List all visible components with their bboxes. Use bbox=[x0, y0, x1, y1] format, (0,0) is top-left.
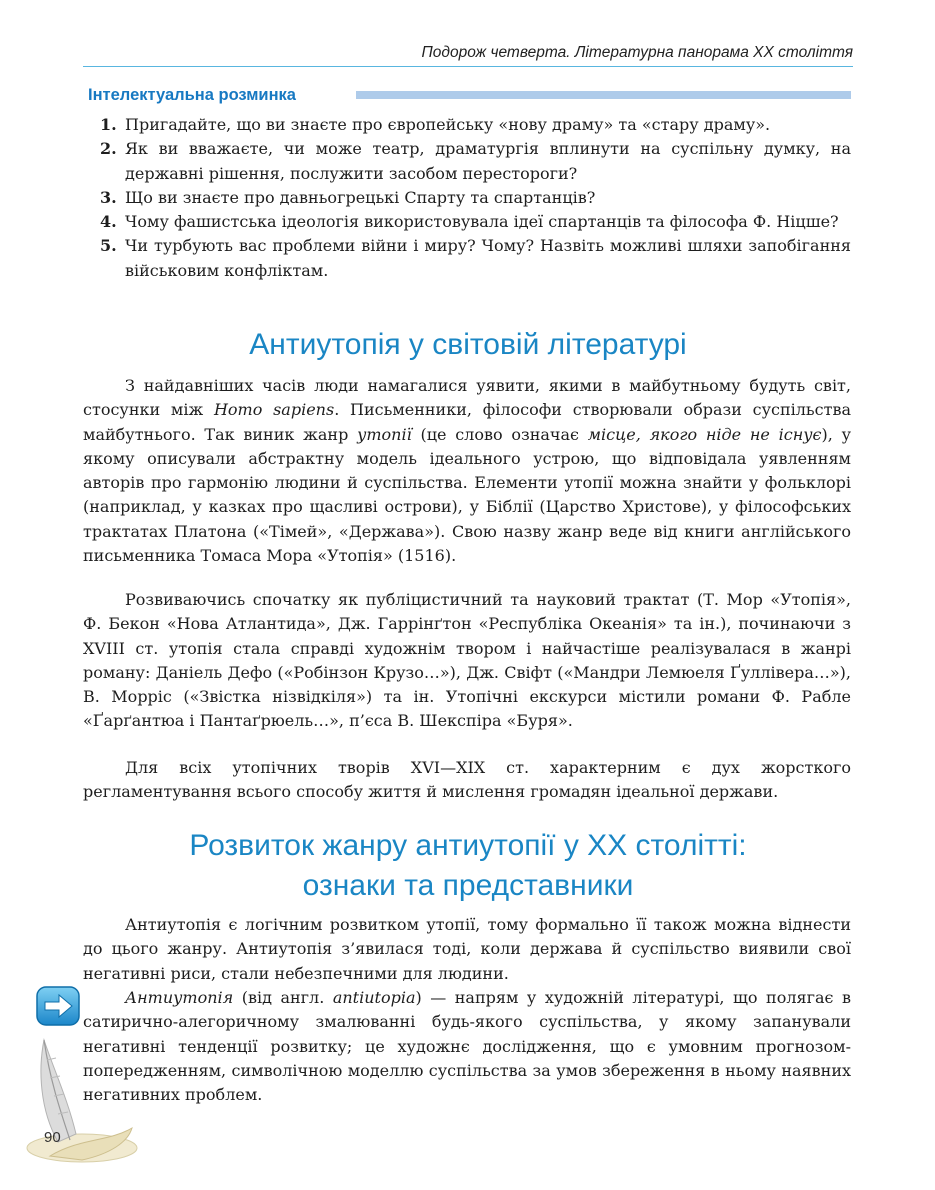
arrow-right-icon bbox=[36, 986, 80, 1026]
question-number: 1. bbox=[100, 115, 117, 134]
section-title-line-1: Розвиток жанру антиутопії у ХХ столітті: bbox=[189, 829, 747, 862]
question-number: 5. bbox=[100, 236, 117, 256]
question-number: 4. bbox=[100, 212, 117, 232]
page-header-title: Подорож четверта. Літературна панорама ХХ століття bbox=[421, 44, 853, 61]
question-item bbox=[100, 210, 851, 234]
section1-paragraph-2: Розвиваючись спочатку як публіцистичний та науковий трактат (Т. Мор «Утопія», Ф. Бекон «Нова Атлантида», Дж. Гаррінґтон «Республіка Океанія» та ін.), починаючи з XVIII ст. утопія стала справді художнім твором і найчастіше реалізувалася в жанрі роману: Даніель Дефо («Робінзон Крузо…»), Дж. Свіфт («Мандри Лемюеля Ґуллівера…»), В. Морріс («Звістка нізвідкіля») та ін. Утопічні екскурси містили романи Ф. Рабле «Ґарґантюа і Пантаґрюель…», п’єса В. Шекспіра «Буря». bbox=[83, 590, 851, 731]
question-item bbox=[100, 113, 851, 137]
section-title-antiutopia: Антиутопія у світовій літературі bbox=[249, 328, 687, 361]
header-rule bbox=[83, 66, 853, 67]
question-number: 3. bbox=[100, 187, 117, 207]
definition-term: Антиутопія bbox=[125, 988, 234, 1007]
question-text: Пригадайте, що ви знаєте про європейську «нову драму» та «стару драму». bbox=[125, 115, 771, 134]
question-text: Чому фашистська ідеологія використовувала ідеї спартанців та філософа Ф. Ніцше? bbox=[125, 212, 839, 232]
section1-paragraph-3: Для всіх утопічних творів XVI—XIX ст. характерним є дух жорсткого регламентування всього способу життя й мислення громадян ідеальної держави. bbox=[83, 758, 851, 802]
quill-feather-icon bbox=[20, 1030, 140, 1170]
section2-paragraph-1: Антиутопія є логічним розвитком утопії, тому формально її також можна віднести до цього жанру. Антиутопія з’явилася тоді, коли держава й суспільство виявили свої негативні риси, стали небезпечними для людини. bbox=[83, 915, 851, 983]
page-number: 90 bbox=[44, 1129, 61, 1146]
section-title-development bbox=[83, 826, 853, 906]
question-text: Як ви вважаєте, чи може театр, драматургія вплинути на суспільну думку, на державні рішення, послужити засобом перестороги? bbox=[125, 139, 851, 183]
definition-paragraph: Антиутопія (від англ. antiutopia) — напрям у художній літературі, що полягає в сатирично-алегоричному змалюванні будь-якого суспільства, у якому запанували негативні тенденції розвитку; це художнє дослідження, що є умовним прогнозом-попередженням, символічною моделлю суспільства за умов збереження в ньому наявних негативних проблем. bbox=[83, 988, 852, 1105]
warmup-heading: Інтелектуальна розминка bbox=[88, 86, 296, 104]
question-item bbox=[100, 137, 851, 186]
section-title-line-2: ознаки та представники bbox=[302, 869, 634, 902]
warmup-heading-bar bbox=[356, 91, 851, 99]
section1-paragraph-1: З найдавніших часів люди намагалися уявити, якими в майбутньому будуть світ, стосунки між Homo sapiens. Письменники, філософи створювали образи суспільства майбутнього. Так виник жанр утопії (це слово означає місце, якого ніде не існує), у якому описували абстрактну модель ідеального устрою, що відповідала уявленням авторів про гармонію людини й суспільства. Елементи утопії можна знайти у фольклорі (наприклад, у казках про щасливі острови), у Біблії (Царство Христове), у філософських трактатах Платона («Тімей», «Держава»). Свою назву жанр веде від книги англійського письменника Томаса Мора «Утопія» (1516). bbox=[83, 376, 851, 566]
question-text: Чи турбують вас проблеми війни і миру? Чому? Назвіть можливі шляхи запобігання військовим конфліктам. bbox=[125, 236, 851, 280]
question-number: 2. bbox=[100, 139, 117, 159]
warmup-question-list bbox=[100, 113, 851, 283]
question-item bbox=[100, 234, 851, 283]
question-text: Що ви знаєте про давньогрецькі Спарту та спартанців? bbox=[125, 187, 596, 207]
question-item bbox=[100, 186, 851, 210]
